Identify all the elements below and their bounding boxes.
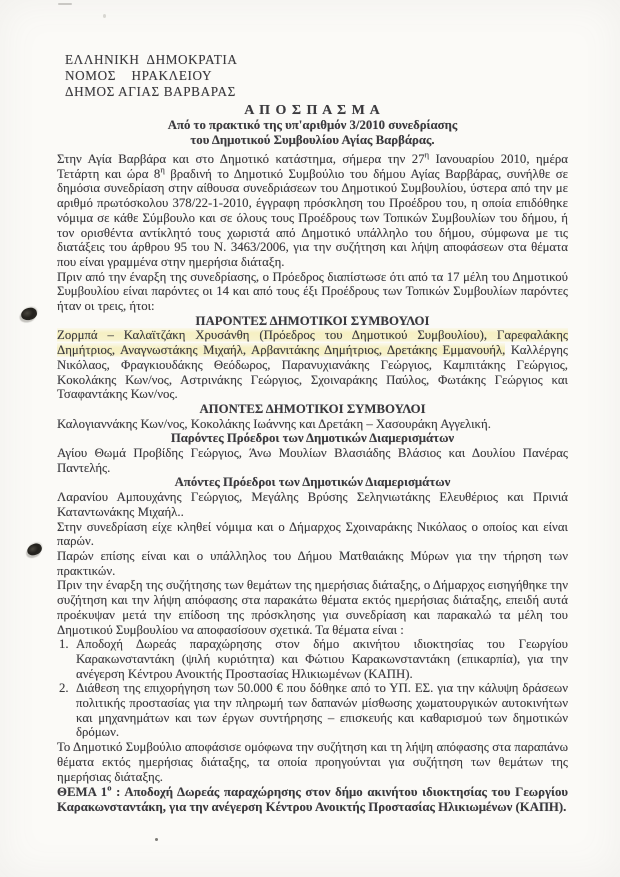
heading-present-councillors: ΠΑΡΟΝΤΕΣ ΔΗΜΟΤΙΚΟΙ ΣΥΜΒΟΥΛΟΙ	[195, 313, 430, 328]
highlight-mark: Ζορμπά – Καλαϊτζάκη Χρυσάνθη (Πρόεδρος του Δημοτικού Συμβουλίου), Γαρεφαλάκης Δημήτριος, Αναγνωστάκης Μιχαήλ, Αρβανιτάκης Δημήτριος, Δρετάκης Εμμανουήλ,	[57, 328, 568, 358]
agenda-item-1-marker: 1.	[59, 637, 69, 652]
paragraph-clerk-present: Παρών επίσης είναι και ο υπάλληλος του Δήμου Ματθαιάκης Μύρων για την τήρηση των πρακτικών.	[57, 548, 568, 578]
agenda-item-2-marker: 2.	[59, 681, 69, 696]
superscript-omicron: ο	[107, 782, 112, 793]
topic-1-label: ΘΕΜΑ 1	[57, 785, 108, 800]
topic-1-text: : Αποδοχή Δωρεάς παραχώρησης στον δήμο ακινήτου ιδιοκτησίας του Γεωργίου Καρακωνσταντάκη, για την ανέγερση Κέντρου Ανοικτής Προστασίας Ηλικιωμένων (ΚΑΠΗ).	[57, 785, 568, 814]
ink-spot	[26, 542, 44, 557]
paragraph-present-councillors	[57, 328, 568, 402]
ink-spot	[20, 306, 38, 321]
heading-absent-councillors: ΑΠΟΝΤΕΣ ΔΗΜΟΤΙΚΟΙ ΣΥΜΒΟΥΛΟΙ	[199, 401, 426, 416]
document-content	[57, 52, 568, 815]
paragraph-present-district-presidents: Αγίου Θωμά Προβίδης Γεώργιος, Άνω Μουλίων Βλασιάδης Βλάσιος και Δουλίου Πανέρας Παντελής.	[57, 446, 568, 475]
agency-line-municipality: ΔΗΜΟΣ ΑΓΙΑΣ ΒΑΡΒΑΡΑΣ	[65, 84, 236, 99]
intro-text: Ιανουαρίου 2010, ημέρα Τετάρτη και ώρα 8	[57, 152, 568, 181]
paragraph-session-intro	[57, 149, 568, 270]
agenda-item-1-text: Αποδοχή Δωρεάς παραχώρησης στον δήμο ακινήτου ιδιοκτησίας του Γεωργίου Καρακωνσταντάκη (ψιλή κυριότητα) και Φώτιου Καρακωνσταντάκη (επικαρπία), για την ανέγερση Κέντρου Ανοικτής Προστασίας Ηλικιωμένων (ΚΑΠΗ).	[76, 637, 568, 681]
agency-line-prefecture: ΝΟΜΟΣ ΗΡΑΚΛΕΙΟΥ	[65, 68, 213, 83]
document-title: Α Π Ο Σ Π Α Σ Μ Α	[244, 103, 381, 118]
heading-present-district-presidents: Παρόντες Πρόεδροι των Δημοτικών Διαμερισμάτων	[170, 431, 455, 446]
present-councillors-rest: Καλλέργης Νικόλαος, Φραγκιουδάκης Θεόδωρος, Παρανυχιανάκης Γεώργιος, Καμπιτάκης Γεώργιος, Κοκολάκης Κων/νος, Αστρινάκης Γεώργιος, Σχοιναράκης Παύλος, Φωτάκης Γεώργιος και Τσαφαντάκης Κων/νος.	[57, 343, 568, 402]
heading-absent-district-presidents: Απόντες Πρόεδροι των Δημοτικών Διαμερισμάτων	[174, 475, 451, 490]
document-subtitle-line-1: Από το πρακτικό της υπ'αριθμόν 3/2010 συνεδρίασης	[167, 118, 458, 132]
paragraph-quorum: Πριν από την έναρξη της συνεδρίασης, ο Πρόεδρος διαπίστωσε ότι από τα 17 μέλη του Δημοτικού Συμβουλίου είναι παρόντες οι 14 και από τους έξι Προέδρους των Τοπικών Συμβουλίων παρόντες ήταν οι τρεις, ήτοι:	[57, 269, 568, 314]
agenda-items-list	[57, 637, 568, 740]
paragraph-absent-district-presidents: Λαρανίου Αμπουχάνης Γεώργιος, Μεγάλης Βρύσης Σεληνιωτάκης Ελευθέριος και Πρινιά Καταντωνάκης Μιχαήλ..	[57, 490, 568, 519]
paragraph-unanimous-decision: Το Δημοτικό Συμβούλιο αποφάσισε ομόφωνα την συζήτηση και τη λήψη απόφασης στα παραπάνω θέματα εκτός ημερήσιας διάταξης, τα οποία προηγούνται για συζήτηση των θεμάτων της ημερήσιας διάταξης.	[57, 740, 568, 784]
intro-text: βραδινή το Δημοτικό Συμβούλιο του δήμου Αγίας Βαρβάρας, συνήλθε σε δημόσια συνεδρίαση στην αίθουσα συνεδριάσεων του Δημοτικού Συμβουλίου, ύστερα από την με αριθμό πρωτόσκολου 378/22-1-2010, έγγραφη πρόσκληση του Προέδρου του, η οποία επιδόθηκε νόμιμα σε κάθε Σύμβουλο και σε όλους τους Προέδρους των Τοπικών Συμβουλίων του δήμου, ή τον ορισθέντα αντίκλητό τους χωριστά από Δημοτικό υπάλληλο του δήμου, σύμφωνα με τις διατάξεις του άρθρου 95 του Ν. 3463/2006, για την συζήτηση και λήψη αποφάσεων στα θέματα που είναι γραμμένα στην ημερήσια διάταξη.	[57, 166, 568, 269]
scan-smudge	[103, 14, 106, 18]
agency-line-republic: ΕΛΛΗΝΙΚΗ ΔΗΜΟΚΡΑΤΙΑ	[65, 52, 238, 67]
superscript-eta: η	[424, 149, 430, 160]
superscript-eta: η	[160, 164, 165, 175]
paragraph-topic-1	[57, 782, 568, 814]
agenda-item-1	[57, 637, 568, 681]
scan-smudge	[58, 3, 72, 5]
scan-speck	[155, 838, 158, 841]
agenda-item-2	[57, 681, 568, 740]
paragraph-mayor-present: Στην συνεδρίαση είχε κληθεί νόμιμα και ο Δήμαρχος Σχοιναράκης Νικόλαος ο οποίος και είναι παρών.	[57, 519, 568, 549]
agenda-item-2-text: Διάθεση της επιχορήγηση των 50.000 € που δόθηκε από το ΥΠ. ΕΣ. για την κάλυψη δράσεων πολιτικής προστασίας για την πληρωμή των δαπανών μίσθωσης χωματουργικών αυτοκινήτων και μηχανημάτων και των έργων συντήρησης – επισκευής και καθαρισμού των δημοτικών δρόμων.	[76, 681, 568, 740]
intro-text: Στην Αγία Βαρβάρα και στο Δημοτικό κατάστημα, σήμερα την 27	[57, 152, 425, 166]
paragraph-absent-councillors: Καλογιαννάκης Κων/νος, Κοκολάκης Ιωάννης και Δρετάκη – Χασουράκη Αγγελική.	[57, 416, 491, 431]
paragraph-agenda-intro: Πριν την έναρξη της συζήτησης των θεμάτων της ημερήσιας διάταξης, ο Δήμαρχος εισηγήθηκε την συζήτηση και την λήψη απόφασης στα παρακάτω θέματα εκτός ημερήσιας διάταξης, επειδή αυτά προέκυψαν μετά την επίδοση της πρόσκλησης για συνεδρίαση και παρακαλώ τα μέλη του Δημοτικού Συμβουλίου να αποφασίσουν σχετικά. Τα θέματα είναι :	[57, 578, 568, 637]
document-header	[65, 52, 568, 100]
document-subtitle-line-2: του Δημοτικού Συμβουλίου Αγίας Βαρβάρας.	[190, 133, 435, 147]
